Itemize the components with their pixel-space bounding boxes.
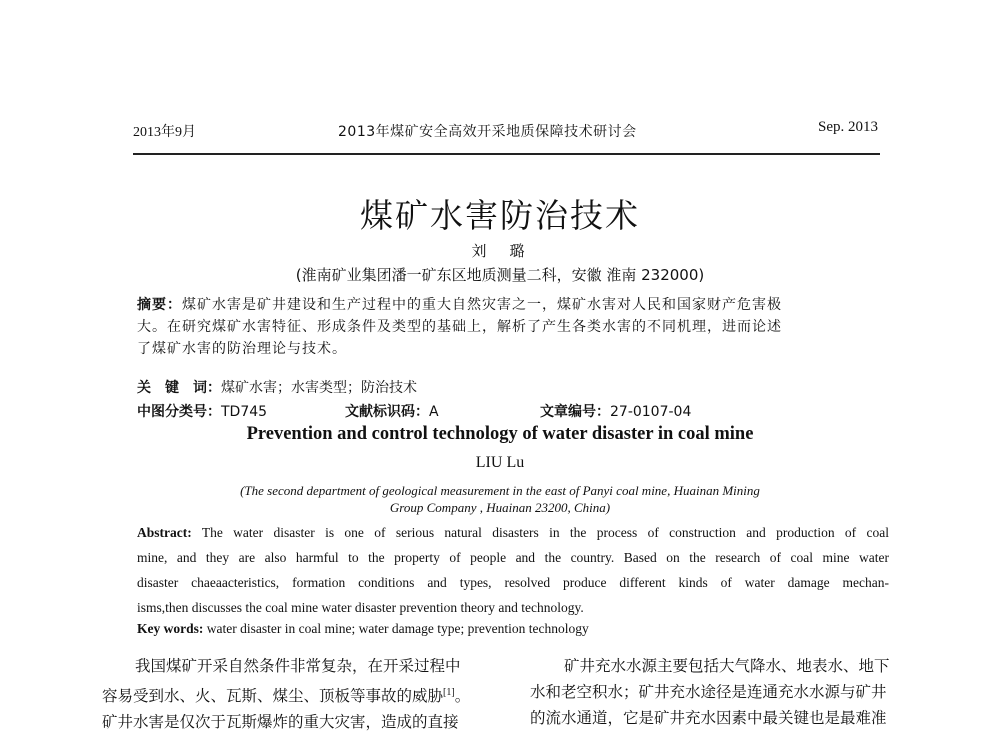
body-right-line-2: 水和老空积水；矿井充水途径是连通充水水源与矿井 xyxy=(530,684,887,701)
abstract-cn xyxy=(137,294,887,360)
keywords-en-label: Key words: xyxy=(137,621,204,636)
author-en: LIU Lu xyxy=(475,454,525,471)
header-conference-title: 2013年煤矿安全高效开采地质保障技术研讨会 xyxy=(338,124,637,140)
body-right-line-3: 的流水通道，它是矿井充水因素中最关键也是最难准 xyxy=(530,710,887,727)
body-right-line-1: 矿井充水水源主要包括大气降水、地表水、地下 xyxy=(564,658,890,675)
header-rule xyxy=(133,153,880,155)
affiliation-en-line-2: Group Company , Huainan 23200, China) xyxy=(389,500,611,515)
body-left-line-1: 我国煤矿开采自然条件非常复杂，在开采过程中 xyxy=(135,658,461,675)
abstract-en xyxy=(137,520,889,620)
body-right-column xyxy=(530,654,930,732)
abstract-cn-line-3: 了煤矿水害的防治理论与技术。 xyxy=(137,341,347,357)
abstract-cn-line-1: 摘要：煤矿水害是矿井建设和生产过程中的重大自然灾害之一，煤矿水害对人民和国家财产危害极 xyxy=(137,297,782,313)
citation-ref[interactable]: [1] xyxy=(443,687,455,698)
abstract-en-line-1: Abstract: The water disaster is one of serious natural disasters in the process of construction and production of coal xyxy=(137,525,889,540)
classification-doc-code: 文献标识码：A xyxy=(345,404,439,420)
abstract-cn-line-2: 大。在研究煤矿水害特征、形成条件及类型的基础上，解析了产生各类水害的不同机理，进而论述 xyxy=(137,319,782,335)
paper-title-en: Prevention and control technology of water disaster in coal mine xyxy=(246,424,754,444)
body-left-line-3: 矿井水害是仅次于瓦斯爆炸的重大灾害，造成的直接 xyxy=(102,714,459,732)
abstract-en-label: Abstract: xyxy=(137,525,192,540)
author-cn: 刘 璐 xyxy=(471,244,529,260)
abstract-en-line-2: mine, and they are also harmful to the property of people and the country. Based on the research of coal mine water xyxy=(137,550,889,565)
abstract-en-line-3: disaster chaeaacteristics, formation conditions and types, resolved produce different kinds of water damage mechan- xyxy=(137,575,889,590)
affiliation-en xyxy=(0,482,1000,516)
keywords-en-text: water disaster in coal mine; water damage type; prevention technology xyxy=(206,621,589,636)
classification-clc: 中图分类号：TD745 xyxy=(137,404,268,420)
abstract-cn-label: 摘要： xyxy=(137,297,182,313)
header-date-en: Sep. 2013 xyxy=(818,119,878,135)
keywords-cn-label: 关 键 词： xyxy=(137,380,221,396)
affiliation-cn: (淮南矿业集团潘一矿东区地质测量二科，安徽 淮南 232000) xyxy=(295,266,705,284)
keywords-cn-text: 煤矿水害；水害类型；防治技术 xyxy=(221,380,417,396)
paper-title-cn: 煤矿水害防治技术 xyxy=(360,196,640,235)
classification-article-number: 文章编号：27-0107-04 xyxy=(540,404,692,420)
keywords-cn xyxy=(137,377,417,397)
body-left-column xyxy=(102,654,502,736)
header-date-cn: 2013年9月 xyxy=(133,125,196,140)
keywords-en xyxy=(137,621,589,637)
affiliation-en-line-1: (The second department of geological measurement in the east of Panyi coal mine, Huainan Mining xyxy=(240,483,760,498)
abstract-en-line-4: isms,then discusses the coal mine water disaster prevention theory and technology. xyxy=(137,600,584,615)
body-left-line-2: 容易受到水、火、瓦斯、煤尘、顶板等事故的威胁[1]。 xyxy=(102,687,471,706)
